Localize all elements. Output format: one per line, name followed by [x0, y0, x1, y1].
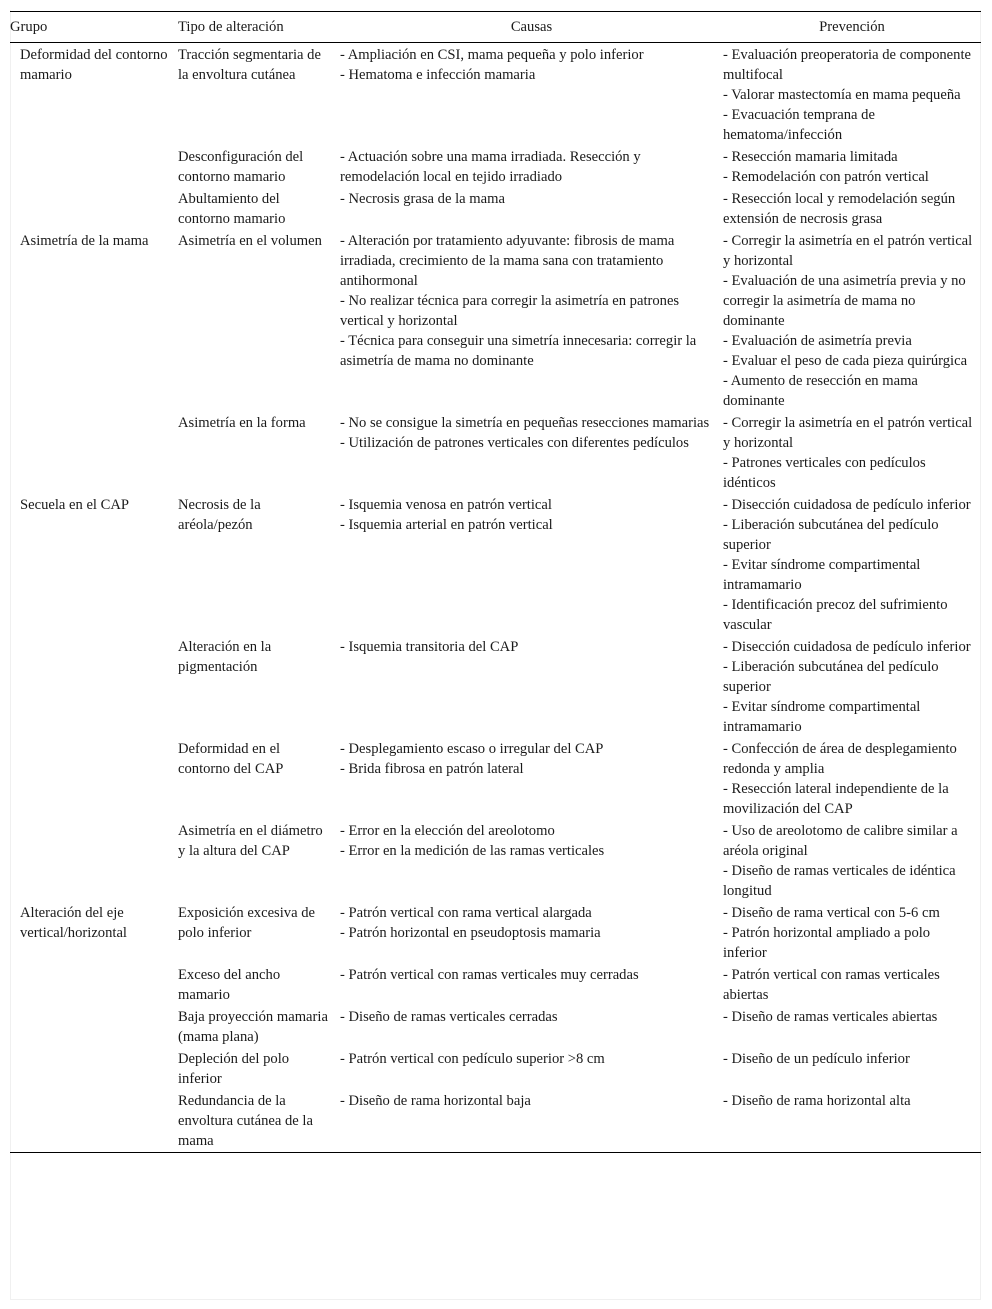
cell-prevencion [723, 1006, 981, 1048]
complications-table [10, 11, 981, 1153]
causa-item: - Actuación sobre una mama irradiada. Resección y remodelación local en tejido irradiado [340, 149, 641, 185]
prevencion-item: - Uso de areolotomo de calibre similar a aréola original [723, 823, 958, 859]
cell-causas [340, 188, 723, 230]
prevencion-item: - Confección de área de desplegamiento redonda y amplia [723, 741, 957, 777]
table-row [10, 820, 981, 902]
table-row [10, 738, 981, 820]
header-causas: Causas [340, 12, 723, 43]
cell-causas [340, 820, 723, 902]
prevencion-item: - Patrón horizontal ampliado a polo inferior [723, 925, 931, 961]
cell-prevencion [723, 494, 981, 636]
table-row [10, 43, 981, 147]
causa-item: - Isquemia venosa en patrón vertical [340, 497, 552, 513]
header-tipo: Tipo de alteración [178, 12, 340, 43]
prevencion-item: - Disección cuidadosa de pedículo inferior [723, 639, 971, 655]
causa-item: - Patrón vertical con rama vertical alargada [340, 905, 592, 921]
table-row [10, 188, 981, 230]
cell-grupo [10, 820, 178, 902]
cell-causas [340, 230, 723, 412]
cell-grupo [10, 146, 178, 188]
causa-item: - Error en la medición de las ramas verticales [340, 843, 605, 859]
prevencion-item: - Evitar síndrome compartimental intramamario [723, 557, 921, 593]
prevencion-item: - Valorar mastectomía en mama pequeña [723, 87, 961, 103]
header-grupo: Grupo [10, 12, 178, 43]
cell-grupo [10, 738, 178, 820]
causa-item: - Alteración por tratamiento adyuvante: fibrosis de mama irradiada, crecimiento de la mama sana con tratamiento antihormonal [340, 233, 675, 289]
prevencion-item: - Patrones verticales con pedículos idénticos [723, 455, 926, 491]
cell-causas [340, 1048, 723, 1090]
cell-prevencion [723, 738, 981, 820]
prevencion-item: - Liberación subcutánea del pedículo superior [723, 659, 939, 695]
causa-item: - Diseño de ramas verticales cerradas [340, 1009, 558, 1025]
causa-item: - Patrón horizontal en pseudoptosis mamaria [340, 925, 601, 941]
cell-prevencion [723, 188, 981, 230]
cell-tipo: Depleción del polo inferior [178, 1051, 290, 1087]
cell-grupo: Secuela en el CAP [20, 497, 130, 513]
causa-item: - Brida fibrosa en patrón lateral [340, 761, 524, 777]
table-row [10, 412, 981, 494]
causa-item: - Desplegamiento escaso o irregular del CAP [340, 741, 604, 757]
cell-prevencion [723, 43, 981, 147]
cell-tipo: Alteración en la pigmentación [178, 639, 272, 675]
prevencion-item: - Disección cuidadosa de pedículo inferior [723, 497, 971, 513]
cell-tipo: Redundancia de la envoltura cutánea de la mama [178, 1090, 340, 1153]
cell-tipo: Abultamiento del contorno mamario [178, 191, 286, 227]
prevencion-item: - Corregir la asimetría en el patrón vertical y horizontal [723, 415, 973, 451]
cell-prevencion [723, 1090, 981, 1153]
causa-item: - Diseño de rama horizontal baja [340, 1093, 531, 1109]
cell-prevencion [723, 412, 981, 494]
cell-tipo: Asimetría en el volumen [178, 233, 322, 249]
cell-tipo: Exceso del ancho mamario [178, 967, 281, 1003]
cell-prevencion [723, 1048, 981, 1090]
prevencion-item: - Evitar síndrome compartimental intramamario [723, 699, 921, 735]
cell-grupo [10, 188, 178, 230]
causa-item: - Patrón vertical con pedículo superior >8 cm [340, 1051, 605, 1067]
table-row [10, 1090, 981, 1153]
cell-prevencion [723, 902, 981, 964]
causa-item: - Error en la elección del areolotomo [340, 823, 555, 839]
causa-item: - Isquemia transitoria del CAP [340, 639, 519, 655]
cell-grupo [10, 1006, 178, 1048]
cell-causas [340, 1006, 723, 1048]
causa-item: - No se consigue la simetría en pequeñas resecciones mamarias [340, 415, 710, 431]
prevencion-item: - Patrón vertical con ramas verticales abiertas [723, 967, 940, 1003]
table-row [10, 636, 981, 738]
cell-tipo: Necrosis de la aréola/pezón [178, 497, 261, 533]
cell-prevencion [723, 964, 981, 1006]
prevencion-item: - Evaluar el peso de cada pieza quirúrgica [723, 353, 968, 369]
cell-tipo: Deformidad en el contorno del CAP [178, 741, 284, 777]
table-row [10, 1048, 981, 1090]
prevencion-item: - Liberación subcutánea del pedículo superior [723, 517, 939, 553]
table-row [10, 964, 981, 1006]
prevencion-item: - Identificación precoz del sufrimiento vascular [723, 597, 948, 633]
cell-causas [340, 1090, 723, 1153]
prevencion-item: - Remodelación con patrón vertical [723, 169, 929, 185]
cell-grupo [10, 1048, 178, 1090]
causa-item: - Técnica para conseguir una simetría innecesaria: corregir la asimetría de mama no dominante [340, 333, 697, 369]
cell-tipo: Tracción segmentaria de la envoltura cutánea [178, 47, 321, 83]
table-row [10, 902, 981, 964]
prevencion-item: - Corregir la asimetría en el patrón vertical y horizontal [723, 233, 973, 269]
causa-item: - Ampliación en CSI, mama pequeña y polo inferior [340, 47, 644, 63]
cell-grupo [10, 1090, 178, 1153]
prevencion-item: - Evacuación temprana de hematoma/infección [723, 107, 875, 143]
cell-tipo: Baja proyección mamaria (mama plana) [178, 1009, 328, 1045]
table-body [10, 43, 981, 1153]
cell-grupo [10, 964, 178, 1006]
prevencion-item: - Diseño de rama vertical con 5-6 cm [723, 905, 940, 921]
prevencion-item: - Evaluación preoperatoria de componente multifocal [723, 47, 971, 83]
cell-causas [340, 636, 723, 738]
prevencion-item: - Diseño de ramas verticales abiertas [723, 1009, 938, 1025]
table-row [10, 1006, 981, 1048]
cell-causas [340, 412, 723, 494]
cell-tipo: Asimetría en la forma [178, 415, 306, 431]
cell-prevencion [723, 820, 981, 902]
prevencion-item: - Diseño de rama horizontal alta [723, 1093, 911, 1109]
prevencion-item: - Aumento de resección en mama dominante [723, 373, 918, 409]
header-prevencion: Prevención [723, 12, 981, 43]
prevencion-item: - Evaluación de una asimetría previa y no corregir la asimetría de mama no dominante [723, 273, 966, 329]
cell-tipo: Asimetría en el diámetro y la altura del CAP [178, 823, 323, 859]
cell-tipo: Desconfiguración del contorno mamario [178, 149, 304, 185]
cell-grupo [10, 636, 178, 738]
causa-item: - Necrosis grasa de la mama [340, 191, 505, 207]
causa-item: - No realizar técnica para corregir la asimetría en patrones vertical y horizontal [340, 293, 680, 329]
table-row [10, 494, 981, 636]
cell-prevencion [723, 230, 981, 412]
cell-grupo: Asimetría de la mama [20, 233, 149, 249]
causa-item: - Patrón vertical con ramas verticales muy cerradas [340, 967, 639, 983]
table-row [10, 230, 981, 412]
cell-tipo: Exposición excesiva de polo inferior [178, 905, 315, 941]
cell-causas [340, 494, 723, 636]
causa-item: - Utilización de patrones verticales con diferentes pedículos [340, 435, 689, 451]
cell-prevencion [723, 636, 981, 738]
prevencion-item: - Evaluación de asimetría previa [723, 333, 912, 349]
cell-causas [340, 964, 723, 1006]
prevencion-item: - Resección mamaria limitada [723, 149, 898, 165]
table-header [10, 12, 981, 43]
cell-causas [340, 43, 723, 147]
prevencion-item: - Diseño de un pedículo inferior [723, 1051, 910, 1067]
cell-prevencion [723, 146, 981, 188]
cell-grupo: Alteración del eje vertical/horizontal [20, 905, 127, 941]
causa-item: - Isquemia arterial en patrón vertical [340, 517, 553, 533]
causa-item: - Hematoma e infección mamaria [340, 67, 536, 83]
prevencion-item: - Diseño de ramas verticales de idéntica longitud [723, 863, 956, 899]
prevencion-item: - Resección local y remodelación según extensión de necrosis grasa [723, 191, 956, 227]
cell-causas [340, 902, 723, 964]
cell-causas [340, 738, 723, 820]
cell-grupo: Deformidad del contorno mamario [20, 47, 168, 83]
cell-grupo [10, 412, 178, 494]
table-row [10, 146, 981, 188]
prevencion-item: - Resección lateral independiente de la movilización del CAP [723, 781, 949, 817]
cell-causas [340, 146, 723, 188]
